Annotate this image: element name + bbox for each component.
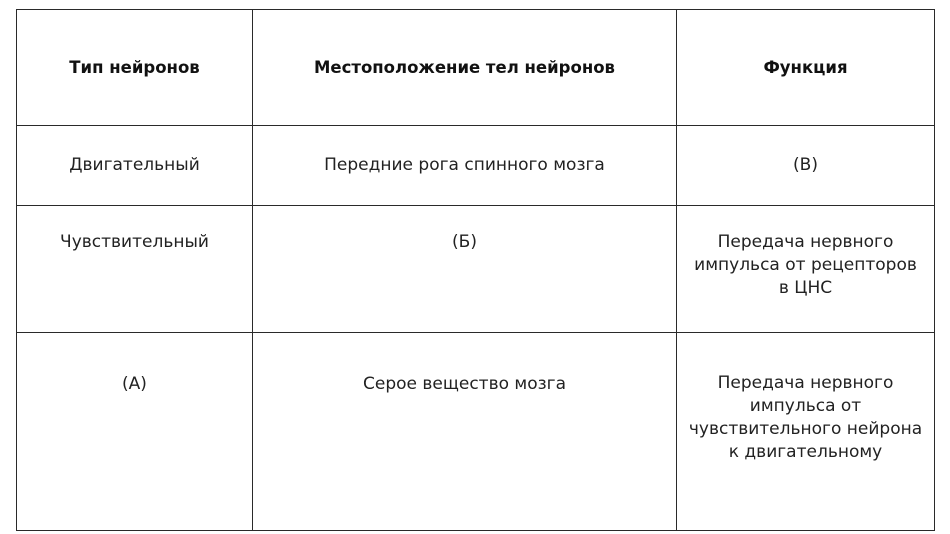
- cell-function: Передача нервного импульса от рецепторов в ЦНС: [677, 206, 935, 333]
- cell-neuron-type: (А): [17, 333, 253, 531]
- cell-body-location: (Б): [253, 206, 677, 333]
- header-body-location: Местоположение тел нейронов: [253, 10, 677, 126]
- header-neuron-type: Тип нейронов: [17, 10, 253, 126]
- table-header-row: [17, 10, 935, 126]
- cell-function: Передача нервного импульса от чувствительного нейрона к двигательному: [677, 333, 935, 531]
- cell-function: (В): [677, 126, 935, 206]
- cell-body-location: Передние рога спинного мозга: [253, 126, 677, 206]
- table-row: [17, 333, 935, 531]
- header-function: Функция: [677, 10, 935, 126]
- cell-neuron-type: Двигательный: [17, 126, 253, 206]
- table-row: [17, 126, 935, 206]
- table-row: [17, 206, 935, 333]
- cell-neuron-type: Чувствительный: [17, 206, 253, 333]
- cell-body-location: Серое вещество мозга: [253, 333, 677, 531]
- neuron-table: [16, 9, 935, 531]
